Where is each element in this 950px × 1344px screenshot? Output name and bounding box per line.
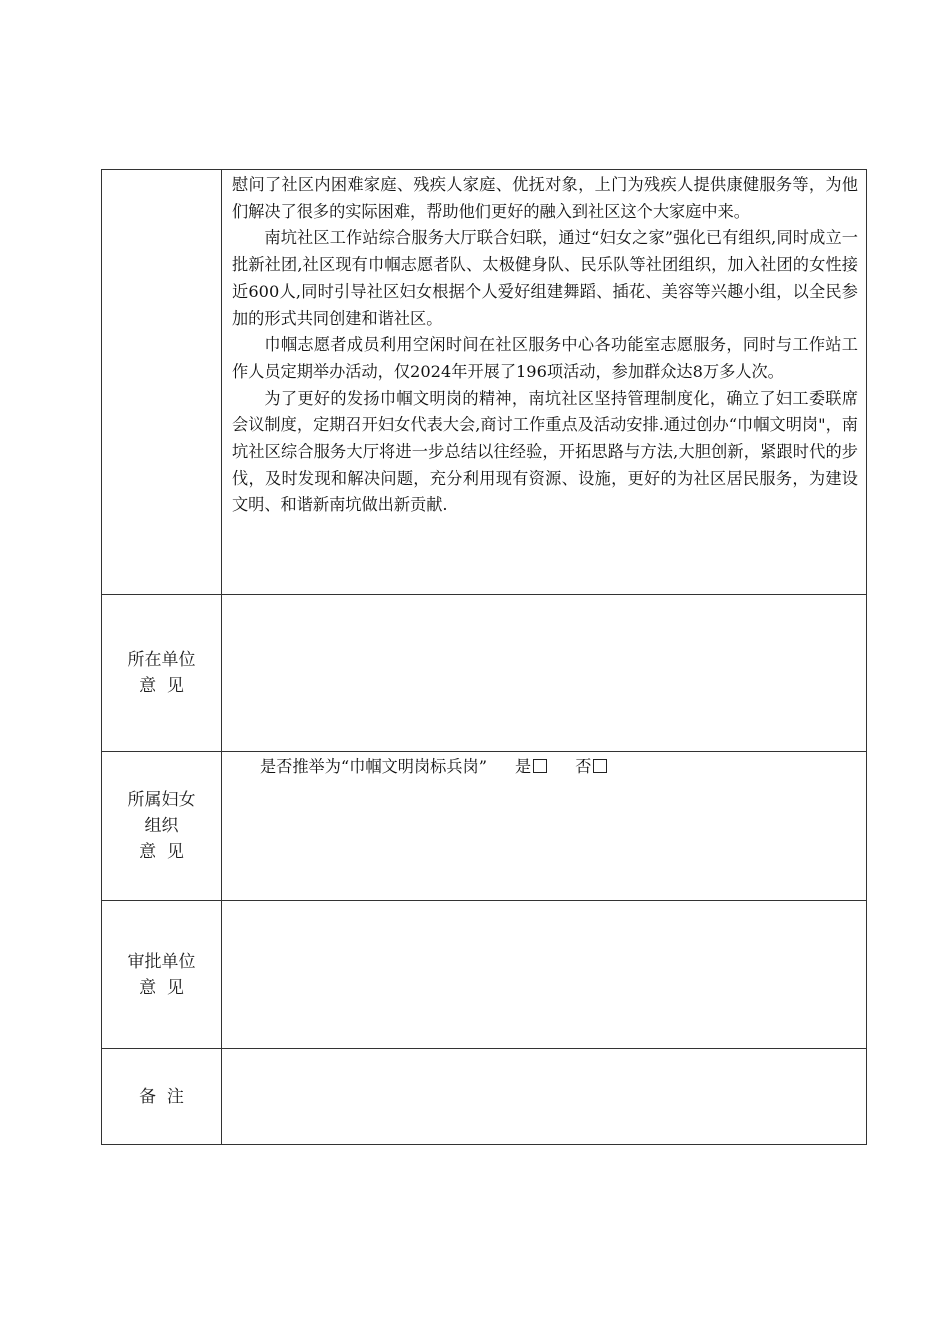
remarks-label-text: 备 注	[139, 1086, 184, 1107]
application-form-table	[101, 169, 867, 1145]
unit-opinion-row	[102, 595, 867, 752]
remarks-field[interactable]	[222, 1049, 867, 1145]
approval-label-line1: 审批单位	[127, 951, 196, 972]
approval-opinion-label	[102, 901, 222, 1049]
content-cell	[222, 170, 867, 595]
approval-label-line2: 意 见	[139, 977, 184, 998]
unit-opinion-field[interactable]	[222, 595, 867, 752]
content-paragraph: 慰问了社区内困难家庭、残疾人家庭、优抚对象，上门为残疾人提供康健服务等，为他们解决了很多的实际困难，帮助他们更好的融入到社区这个大家庭中来。	[232, 175, 858, 221]
unit-opinion-label-line2: 意 见	[139, 676, 184, 696]
women-org-opinion-field	[222, 752, 867, 901]
content-label-cell	[102, 170, 222, 595]
unit-opinion-label	[102, 595, 222, 752]
women-org-opinion-row	[102, 752, 867, 901]
yes-checkbox[interactable]	[533, 759, 547, 773]
recommend-question-line	[222, 752, 866, 780]
content-paragraph: 南坑社区工作站综合服务大厅联合妇联，通过“妇女之家”强化已有组织,同时成立一批新社团,社区现有巾帼志愿者队、太极健身队、民乐队等社团组织，加入社团的女性接近600人,同时引导社区妇女根据个人爱好组建舞蹈、插花、美容等兴趣小组，以全民参加的形式共同创建和谐社区。	[232, 228, 858, 328]
content-paragraph: 为了更好的发扬巾帼文明岗的精神，南坑社区坚持管理制度化，确立了妇工委联席会议制度，定期召开妇女代表大会,商讨工作重点及活动安排.通过创办“巾帼文明岗"，南坑社区综合服务大厅将进一步总结以往经验，开拓思路与方法,大胆创新，紧跟时代的步伐，及时发现和解决问题，充分利用现有资源、设施，更好的为社区居民服务，为建设文明、和谐新南坑做出新贡献.	[232, 388, 858, 515]
women-org-opinion-label	[102, 752, 222, 901]
women-org-label-line3: 意 见	[139, 842, 184, 862]
option-yes-label: 是	[515, 757, 532, 776]
approval-opinion-field[interactable]	[222, 901, 867, 1049]
content-paragraph: 巾帼志愿者成员利用空闲时间在社区服务中心各功能室志愿服务，同时与工作站工作人员定期举办活动，仅2024年开展了196项活动，参加群众达8万多人次。	[232, 335, 858, 381]
remarks-row	[102, 1049, 867, 1145]
content-row	[102, 170, 867, 595]
remarks-label	[102, 1049, 222, 1145]
women-org-label-line1: 所属妇女	[127, 790, 196, 810]
recommend-question: 是否推举为“巾帼文明岗标兵岗”	[260, 757, 487, 776]
option-no-label: 否	[575, 757, 592, 776]
content-text	[222, 170, 866, 533]
no-checkbox[interactable]	[593, 759, 607, 773]
women-org-label-line2: 组织	[144, 816, 179, 836]
unit-opinion-label-line1: 所在单位	[127, 650, 196, 670]
approval-opinion-row	[102, 901, 867, 1049]
